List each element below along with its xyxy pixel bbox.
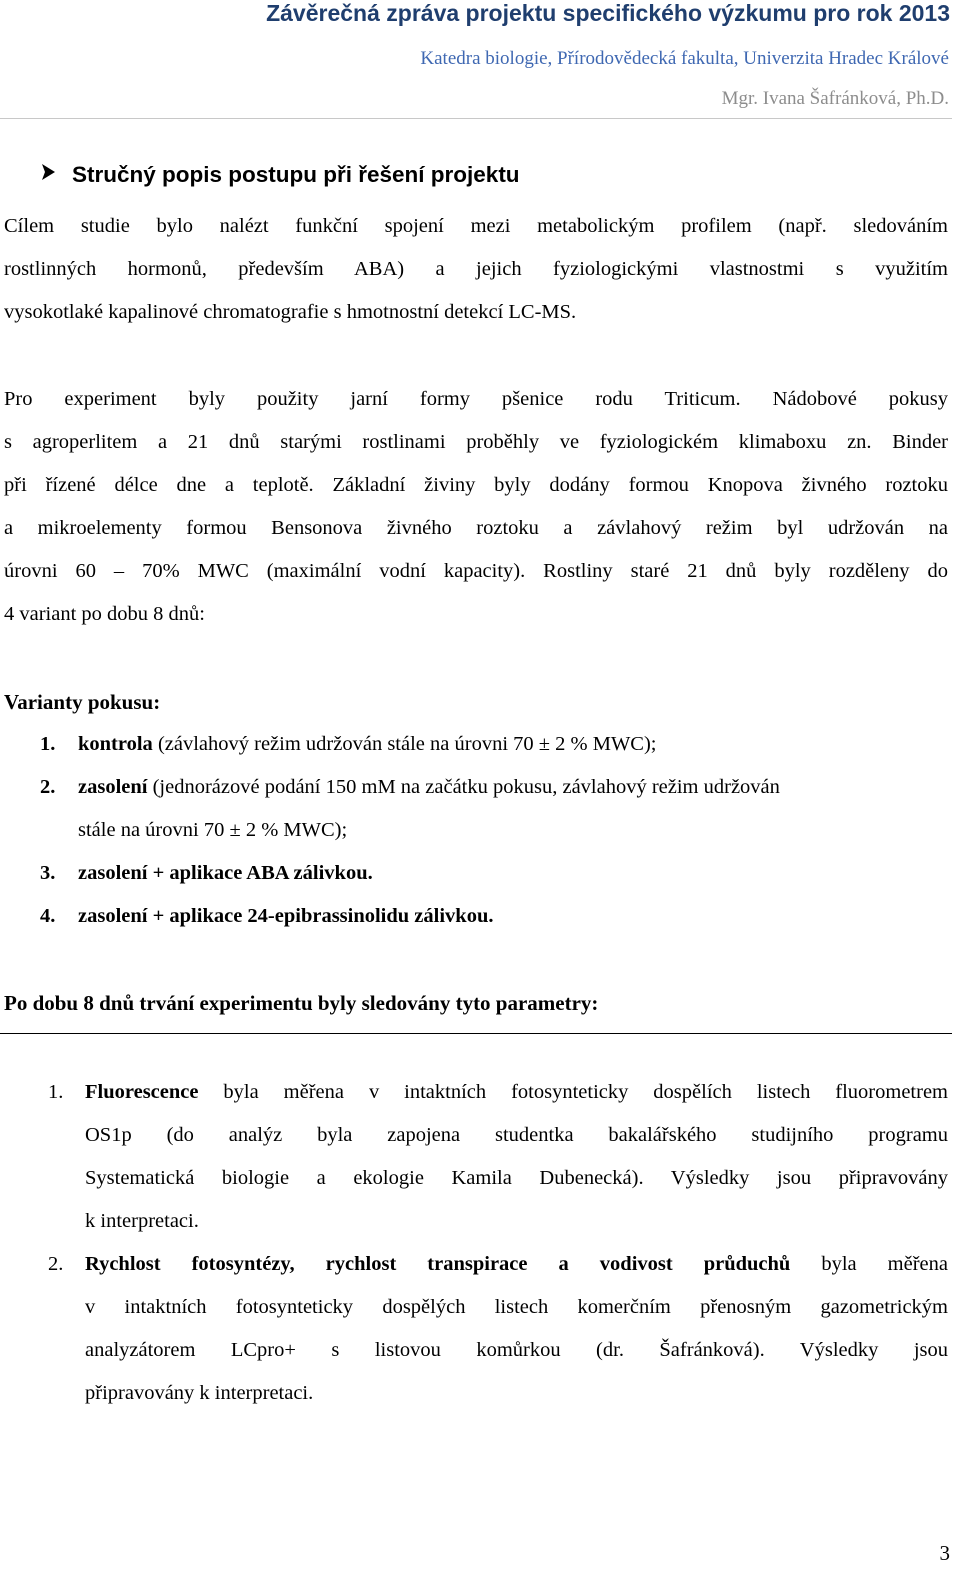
text-line: Systematická biologie a ekologie Kamila Dubenecká). Výsledky jsou připravovány [85, 1167, 948, 1189]
text-line [85, 1071, 948, 1114]
list-item-text: stále na úrovni 70 ± 2 % MWC); [78, 819, 348, 841]
parameters-title: Po dobu 8 dnů trvání experimentu byly sledovány tyto parametry: [4, 991, 599, 1015]
text-line [85, 1243, 948, 1286]
variants-title: Varianty pokusu: [4, 690, 161, 714]
text-line: vysokotlaké kapalinové chromatografie s hmotnostní detekcí LC-MS. [4, 301, 577, 323]
list-number: 1. [48, 1081, 64, 1103]
list-item-bold: Fluorescence [85, 1081, 199, 1103]
list-number: 2. [48, 1253, 64, 1275]
text-line: rostlinných hormonů, především ABA) a jejich fyziologickými vlastnostmi s využitím [4, 258, 948, 280]
text-line: Pro experiment byly použity jarní formy pšenice rodu Triticum. Nádobové pokusy [4, 388, 948, 410]
list-number: 1. [40, 733, 56, 755]
list-item [40, 766, 948, 852]
list-item-text: (jednorázové podání 150 mM na začátku pokusu, závlahový režim udržován [147, 776, 780, 798]
list-number: 3. [40, 862, 56, 884]
text-line: v intaktních fotosynteticky dospělých listech komerčním přenosným gazometrickým [85, 1296, 948, 1318]
list-number: 4. [40, 905, 56, 927]
text-line: a mikroelementy formou Bensonova živného roztoku a závlahový režim byl udržován na [4, 517, 948, 539]
list-item [48, 1243, 948, 1415]
intro-paragraph [4, 205, 948, 334]
list-item-text: (závlahový režim udržován stále na úrovni 70 ± 2 % MWC); [152, 733, 657, 755]
text-line: 4 variant po dobu 8 dnů: [4, 603, 205, 625]
list-item-text: byla měřena v intaktních fotosynteticky dospělích listech fluorometrem [198, 1081, 948, 1103]
list-number: 2. [40, 776, 56, 798]
text-line: k interpretaci. [85, 1210, 199, 1232]
experiment-paragraph [4, 378, 948, 636]
arrow-bullet-icon [40, 162, 58, 188]
text-line: Cílem studie bylo nalézt funkční spojení mezi metabolickým profilem (např. sledováním [4, 215, 948, 237]
list-item-bold: kontrola [78, 733, 153, 755]
text-line: při řízené délce dne a teplotě. Základní živiny byly dodány formou Knopova živného roztoku [4, 474, 948, 496]
page-number: 3 [939, 1541, 950, 1565]
list-item-text: byla měřena [790, 1253, 948, 1275]
variants-list [40, 723, 948, 938]
text-line: připravovány k interpretaci. [85, 1382, 314, 1404]
report-title: Závěrečná zpráva projektu specifického výzkumu pro rok 2013 [266, 0, 950, 26]
list-item [48, 1071, 948, 1243]
text-line: analyzátorem LCpro+ s listovou komůrkou (dr. Šafránková). Výsledky jsou [85, 1339, 948, 1361]
text-line: OS1p (do analýz byla zapojena studentka bakalářského studijního programu [85, 1124, 948, 1146]
header-divider [0, 118, 952, 119]
section-heading [40, 162, 520, 188]
text-line: úrovni 60 – 70% MWC (maximální vodní kapacity). Rostliny staré 21 dnů byly rozděleny do [4, 560, 948, 582]
department-line: Katedra biologie, Přírodovědecká fakulta, Univerzita Hradec Králové [420, 48, 949, 69]
text-line: s agroperlitem a 21 dnů starými rostlinami proběhly ve fyziologickém klimaboxu zn. Binder [4, 431, 948, 453]
list-item-bold: zasolení [78, 776, 148, 798]
list-item [40, 895, 948, 938]
list-item [40, 852, 948, 895]
section-divider [0, 1033, 952, 1034]
author-line: Mgr. Ivana Šafránková, Ph.D. [721, 88, 949, 109]
list-item [40, 723, 948, 766]
parameters-list [48, 1071, 948, 1415]
list-item-bold: zasolení + aplikace 24-epibrassinolidu zálivkou. [78, 905, 494, 927]
section-heading-text: Stručný popis postupu při řešení projektu [72, 162, 520, 187]
list-item-bold: Rychlost fotosyntézy, rychlost transpirace a vodivost průduchů [85, 1253, 791, 1275]
list-item-bold: zasolení + aplikace ABA zálivkou. [78, 862, 373, 884]
